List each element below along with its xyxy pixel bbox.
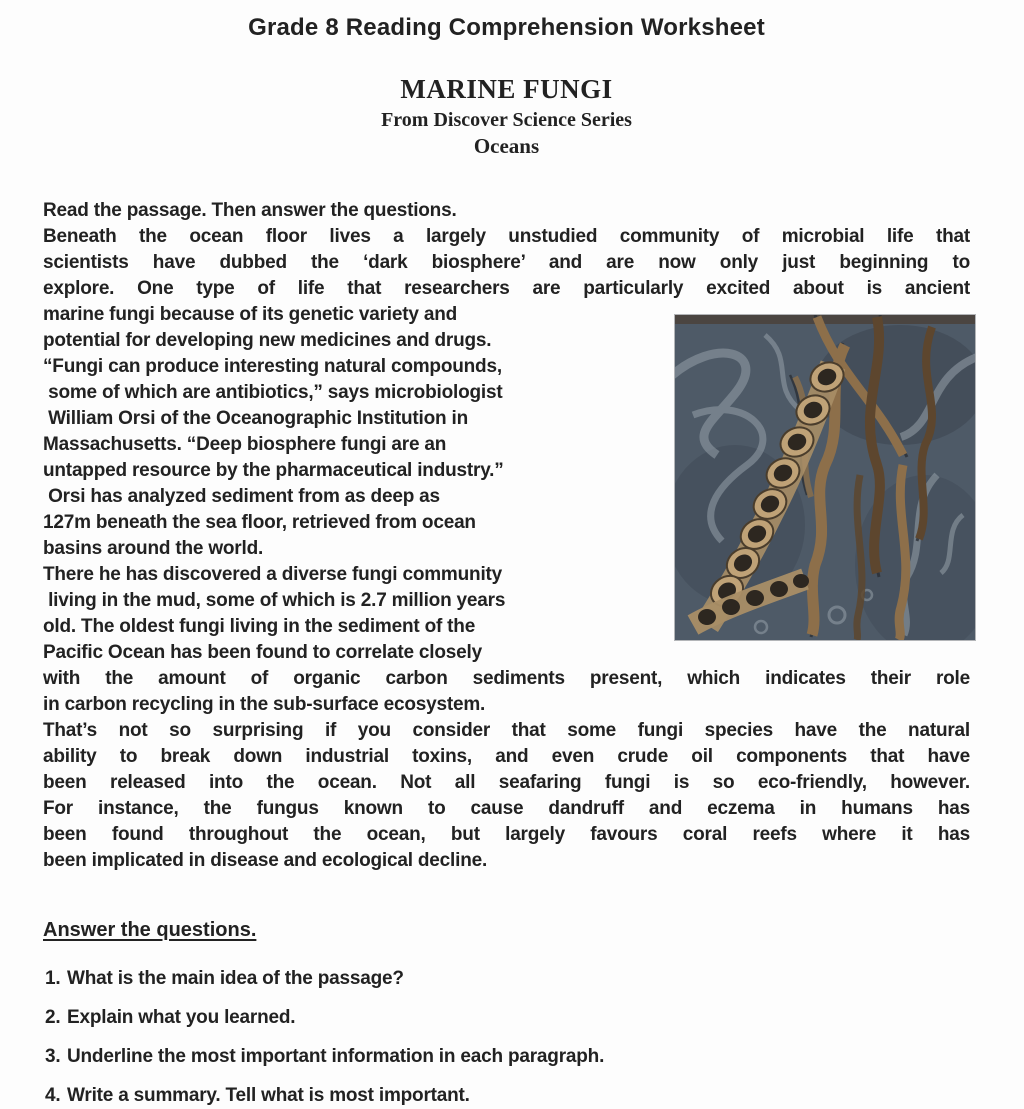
question-text: Write a summary. Tell what is most important. <box>67 1085 470 1106</box>
question-text: Explain what you learned. <box>67 1007 296 1028</box>
passage-line: Massachusetts. “Deep biosphere fungi are an <box>43 434 447 455</box>
passage-line: scientists have dubbed the ‘dark biosphere’ and are now only just beginning to <box>43 252 970 273</box>
question-item <box>45 1044 970 1070</box>
passage-line: been found throughout the ocean, but largely favours coral reefs where it has <box>43 824 970 845</box>
passage-line: 127m beneath the sea floor, retrieved from ocean <box>43 512 476 533</box>
passage-line: potential for developing new medicines and drugs. <box>43 330 492 351</box>
passage-line: been released into the ocean. Not all seafaring fungi is so eco-friendly, however. <box>43 772 970 793</box>
marine-fungi-photo <box>675 315 975 640</box>
passage-line: Pacific Ocean has been found to correlate closely <box>43 642 482 663</box>
question-text: Underline the most important information in each paragraph. <box>67 1046 605 1067</box>
worksheet-title: Grade 8 Reading Comprehension Worksheet <box>248 14 765 41</box>
passage-line: Orsi has analyzed sediment from as deep as <box>43 486 440 507</box>
passage-line: in carbon recycling in the sub-surface ecosystem. <box>43 694 486 715</box>
question-number: 1. <box>45 968 61 989</box>
instruction-line: Read the passage. Then answer the questions. <box>43 200 457 221</box>
passage-line: old. The oldest fungi living in the sediment of the <box>43 616 476 637</box>
passage-line: some of which are antibiotics,” says microbiologist <box>43 382 503 403</box>
question-number: 4. <box>45 1085 61 1106</box>
question-number: 2. <box>45 1007 61 1028</box>
passage-line: untapped resource by the pharmaceutical industry.” <box>43 460 504 481</box>
source-series-line: From Discover Science Series <box>381 109 632 131</box>
fungi-micrograph-illustration <box>675 315 975 640</box>
passage-line: living in the mud, some of which is 2.7 million years <box>43 590 506 611</box>
series-name: Oceans <box>473 134 540 158</box>
worksheet-header <box>43 0 970 160</box>
passage-line: ability to break down industrial toxins, and even crude oil components that have <box>43 746 970 767</box>
passage-line: with the amount of organic carbon sediments present, which indicates their role <box>43 668 970 689</box>
passage-line: There he has discovered a diverse fungi community <box>43 564 503 585</box>
passage-line: been implicated in disease and ecological decline. <box>43 850 488 871</box>
passage-line: explore. One type of life that researchers are particularly excited about is ancient <box>43 278 970 299</box>
passage-title: MARINE FUNGI <box>400 74 613 104</box>
question-item <box>45 966 970 992</box>
questions-list <box>43 966 970 1109</box>
passage-line: “Fungi can produce interesting natural compounds, <box>43 356 502 377</box>
passage-line: Beneath the ocean floor lives a largely unstudied community of microbial life that <box>43 226 970 247</box>
passage-line: For instance, the fungus known to cause dandruff and eczema in humans has <box>43 798 970 819</box>
passage-line: marine fungi because of its genetic variety and <box>43 304 457 325</box>
answer-questions-heading: Answer the questions. <box>43 919 257 941</box>
passage-line: basins around the world. <box>43 538 264 559</box>
passage-line: William Orsi of the Oceanographic Institution in <box>43 408 468 429</box>
question-item <box>45 1083 970 1109</box>
question-number: 3. <box>45 1046 61 1067</box>
question-item <box>45 1005 970 1031</box>
passage-line: That’s not so surprising if you consider that some fungi species have the natural <box>43 720 970 741</box>
question-text: What is the main idea of the passage? <box>67 968 404 989</box>
